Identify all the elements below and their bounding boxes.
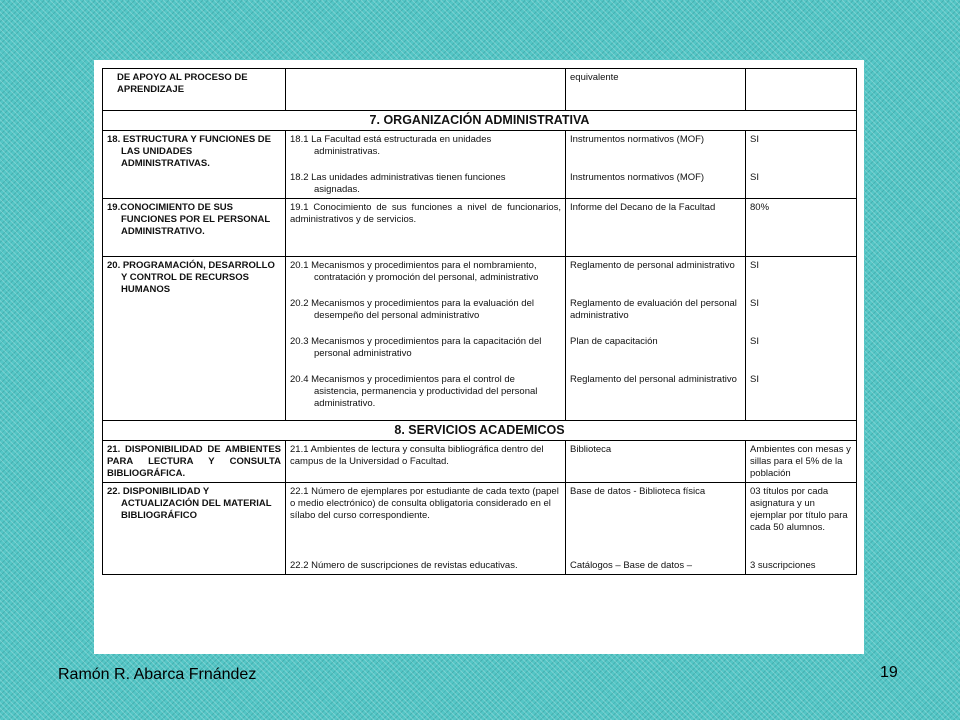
criterion-cell: DE APOYO AL PROCESO DE APRENDIZAJE bbox=[117, 72, 248, 95]
source-cell: Instrumentos normativos (MOF) bbox=[570, 172, 705, 183]
criterion-line: 19.CONOCIMIENTO DE SUS bbox=[107, 202, 233, 213]
value-cell: 03 títulos por cada asignatura y un ejemplar por título para cada 50 alumnos. bbox=[750, 486, 848, 533]
indicator-text: asistencia, permanencia y productividad del personal administrativo. bbox=[314, 386, 538, 409]
value-cell: SI bbox=[750, 260, 759, 271]
source-cell: Reglamento de personal administrativo bbox=[570, 260, 735, 271]
indicator-text: 20.3 Mecanismos y procedimientos para la capacitación del bbox=[290, 336, 542, 347]
criterion-cell: 21. DISPONIBILIDAD DE AMBIENTES PARA LECTURA Y CONSULTA BIBLIOGRÁFICA. bbox=[107, 444, 281, 479]
source-cell: Informe del Decano de la Facultad bbox=[566, 199, 746, 257]
source-cell: Catálogos – Base de datos – bbox=[570, 560, 693, 571]
section-header-row bbox=[103, 111, 857, 131]
table-row bbox=[103, 131, 857, 199]
indicator-text: personal administrativo bbox=[314, 348, 412, 359]
indicator-text: 22.1 Número de ejemplares por estudiante de cada texto bbox=[290, 486, 530, 497]
value-cell: SI bbox=[750, 336, 759, 347]
table-row bbox=[103, 483, 857, 575]
table-row bbox=[103, 69, 857, 111]
indicator-item bbox=[290, 260, 561, 284]
footer-author: Ramón R. Abarca Frnández bbox=[58, 666, 257, 683]
indicator-text: asignadas. bbox=[314, 184, 360, 195]
indicator-text: 18.1 La Facultad está estructurada en unidades bbox=[290, 134, 492, 145]
indicator-text: administrativas. bbox=[314, 146, 380, 157]
criterion-line: 18. ESTRUCTURA Y FUNCIONES DE bbox=[107, 134, 271, 145]
table-row bbox=[103, 199, 857, 257]
indicator-text: (papel o medio electrónico) de consulta obligatoria considerado en el sílabo del curso correspondiente. bbox=[290, 486, 559, 521]
table-row bbox=[103, 441, 857, 483]
criterion-line: ACTUALIZACIÓN DEL MATERIAL BIBLIOGRÁFICO bbox=[121, 498, 272, 521]
indicator-item bbox=[290, 336, 561, 360]
source-cell: Reglamento de evaluación del personal administrativo bbox=[570, 298, 737, 321]
criterion-line: 22. DISPONIBILIDAD Y bbox=[107, 486, 210, 497]
indicator-text: 20.1 Mecanismos y procedimientos para el nombramiento, bbox=[290, 260, 537, 271]
criterion-cell bbox=[107, 260, 281, 296]
value-cell: Ambientes con mesas y sillas para el 5% de la población bbox=[746, 441, 857, 483]
page-number: 19 bbox=[880, 664, 898, 681]
indicator-text: 18.2 Las unidades administrativas tienen funciones bbox=[290, 172, 506, 183]
source-cell: equivalente bbox=[570, 72, 619, 83]
indicator-text: 21.1 Ambientes de lectura y consulta bibliográfica dentro bbox=[290, 444, 529, 455]
source-cell: Biblioteca bbox=[566, 441, 746, 483]
indicator-text: 19.1 Conocimiento de sus funciones a nivel de bbox=[290, 202, 503, 213]
section-title: 8. SERVICIOS ACADEMICOS bbox=[103, 421, 857, 441]
indicator-text: 20.2 Mecanismos y procedimientos para la evaluación del bbox=[290, 298, 534, 309]
criterion-line: LAS UNIDADES ADMINISTRATIVAS. bbox=[121, 146, 210, 169]
indicator-item bbox=[290, 298, 561, 322]
value-cell: 80% bbox=[746, 199, 857, 257]
criterion-cell bbox=[107, 202, 281, 238]
value-cell: 3 suscripciones bbox=[750, 560, 816, 571]
criterion-line: FUNCIONES POR EL PERSONAL ADMINISTRATIVO. bbox=[121, 214, 271, 237]
indicator-item: 22.2 Número de suscripciones de revistas educativas. bbox=[290, 560, 518, 571]
source-cell: Base de datos - Biblioteca física bbox=[570, 486, 706, 497]
table-row bbox=[103, 257, 857, 421]
indicator-item bbox=[290, 444, 561, 468]
standards-table bbox=[102, 68, 857, 575]
indicator-text: 20.4 Mecanismos y procedimientos para el control de bbox=[290, 374, 515, 385]
source-cell: Instrumentos normativos (MOF) bbox=[570, 134, 705, 145]
indicator-item bbox=[290, 202, 561, 226]
value-cell: SI bbox=[750, 298, 759, 309]
criterion-line: Y CONTROL DE RECURSOS HUMANOS bbox=[121, 272, 249, 295]
value-cell: SI bbox=[750, 134, 759, 145]
section-title: 7. ORGANIZACIÓN ADMINISTRATIVA bbox=[103, 111, 857, 131]
section-header-row bbox=[103, 421, 857, 441]
source-cell: Reglamento del personal administrativo bbox=[570, 374, 737, 385]
indicator-text: funcionarios, administrativos y de servicios. bbox=[290, 202, 562, 225]
document-page bbox=[94, 60, 864, 654]
criterion-cell bbox=[107, 486, 281, 522]
indicator-item bbox=[290, 486, 561, 560]
indicator-text: contratación y promoción del personal, administrativo bbox=[314, 272, 539, 283]
indicator-item bbox=[290, 134, 561, 158]
criterion-line: 20. PROGRAMACIÓN, DESARROLLO bbox=[107, 260, 275, 271]
value-cell: SI bbox=[750, 172, 759, 183]
criterion-cell bbox=[107, 134, 281, 170]
value-cell: SI bbox=[750, 374, 759, 385]
indicator-item bbox=[290, 374, 561, 410]
indicator-text: desempeño del personal administrativo bbox=[314, 310, 480, 321]
indicator-item bbox=[290, 172, 561, 196]
source-cell: Plan de capacitación bbox=[570, 336, 658, 347]
indicator-text: del campus de la Universidad o Facultad. bbox=[290, 444, 544, 467]
